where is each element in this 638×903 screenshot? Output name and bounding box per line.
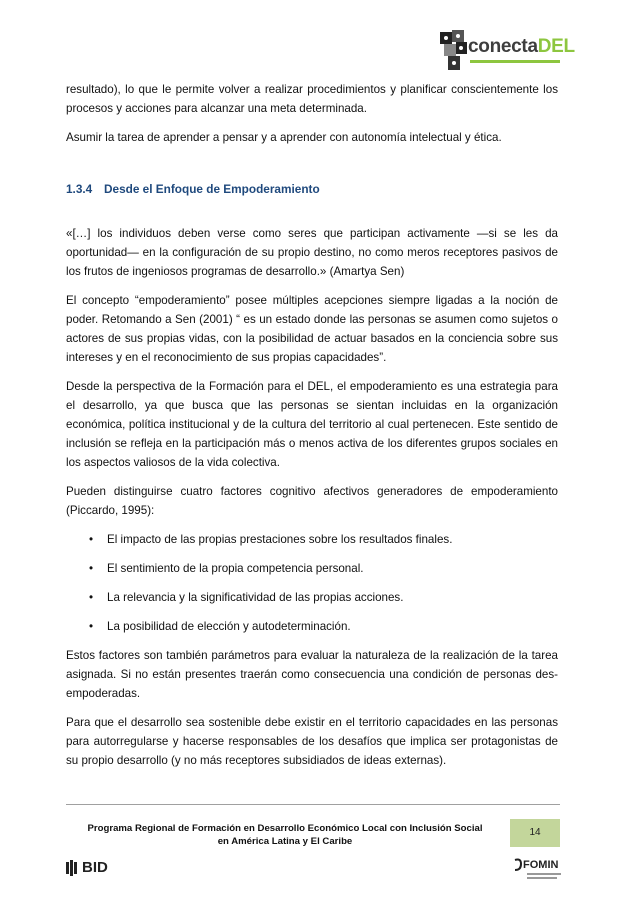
bid-emblem-icon xyxy=(66,858,80,878)
section-number: 1.3.4 xyxy=(66,182,93,196)
bullet-icon: • xyxy=(89,533,94,546)
list-item xyxy=(66,530,558,549)
document-body xyxy=(66,80,558,780)
list-item-text: La relevancia y la significatividad de las propias acciones. xyxy=(107,591,404,604)
bid-logo-text: BID xyxy=(82,859,108,876)
puzzle-logo-icon xyxy=(438,28,470,74)
section-title: Desde el Enfoque de Empoderamiento xyxy=(104,182,320,196)
footer-divider xyxy=(66,804,560,805)
paragraph: Pueden distinguirse cuatro factores cognitivo afectivos generadores de empoderamiento (Piccardo, 1995): xyxy=(66,485,558,517)
list-item-text: La posibilidad de elección y autodeterminación. xyxy=(107,620,351,633)
quote-paragraph: «[…] los individuos deben verse como seres que participan activamente —si se les da oportunidad— en la configuración de su propio destino, no como meros receptores pasivos de los frutos de ingeniosos programas de desarrollo.» (Amartya Sen) xyxy=(66,227,558,278)
logo-wordmark xyxy=(468,34,575,60)
list-item xyxy=(66,559,558,578)
paragraph: Asumir la tarea de aprender a pensar y a aprender con autonomía intelectual y ética. xyxy=(66,131,502,144)
list-item-text: El impacto de las propias prestaciones sobre los resultados finales. xyxy=(107,533,453,546)
page-number-badge: 14 xyxy=(510,819,560,847)
fomin-tagline-line xyxy=(527,877,557,879)
bullet-icon: • xyxy=(89,591,94,604)
paragraph: Desde la perspectiva de la Formación para el DEL, el empoderamiento es una estrategia para el desarrollo, ya que busca que las personas se sientan incluidas en la organización económica, política institucional y de la cultura del territorio al cual pertenecen. Este sentido de inclusión se refleja en la participación más o menos activa de los diferentes grupos sociales en los aspectos valiosos de la vida colectiva. xyxy=(66,380,558,469)
paragraph: Estos factores son también parámetros para evaluar la naturaleza de la realización de la tarea asignada. Si no están presentes traerán como consecuencia una condición de personas des-empoderadas. xyxy=(66,649,558,700)
footer-program-title xyxy=(66,822,504,848)
logo-text-prefix: conecta xyxy=(468,36,538,57)
footer-line-1: Programa Regional de Formación en Desarrollo Económico Local con Inclusión Social xyxy=(87,823,483,834)
list-item xyxy=(66,617,558,636)
logo-text-suffix: DEL xyxy=(537,36,575,57)
bullet-icon: • xyxy=(89,562,94,575)
list-item xyxy=(66,588,558,607)
footer-line-2: en América Latina y El Caribe xyxy=(217,836,353,847)
bullet-icon: • xyxy=(89,620,94,633)
conectadel-logo xyxy=(438,26,575,76)
list-item-text: El sentimiento de la propia competencia personal. xyxy=(107,562,364,575)
paragraph: Para que el desarrollo sea sostenible debe existir en el territorio capacidades en las personas para autorregularse y hacerse responsables de los desafíos que implica ser protagonistas de su propio desarrollo (y no más receptores subsidiados de ideas externas). xyxy=(66,716,558,767)
fomin-logo xyxy=(513,858,561,884)
paragraph: resultado), lo que le permite volver a realizar procedimientos y planificar conscientemente los procesos y acciones para alcanzar una meta determinada. xyxy=(66,83,558,115)
fomin-tagline-line xyxy=(527,873,561,875)
fomin-emblem-icon xyxy=(513,858,523,872)
paragraph: El concepto “empoderamiento” posee múltiples acepciones siempre ligadas a la noción de poder. Retomando a Sen (2001) “ es un estado donde las personas se asumen como sujetos o actores de sus propias vidas, con la posibilidad de actuar basados en la conciencia sobre sus intereses y en el reconocimiento de sus propias capacidades”. xyxy=(66,294,558,364)
factor-list xyxy=(66,530,558,636)
logo-underline xyxy=(470,60,560,63)
section-heading xyxy=(66,180,558,199)
fomin-logo-text: FOMIN xyxy=(523,859,559,871)
